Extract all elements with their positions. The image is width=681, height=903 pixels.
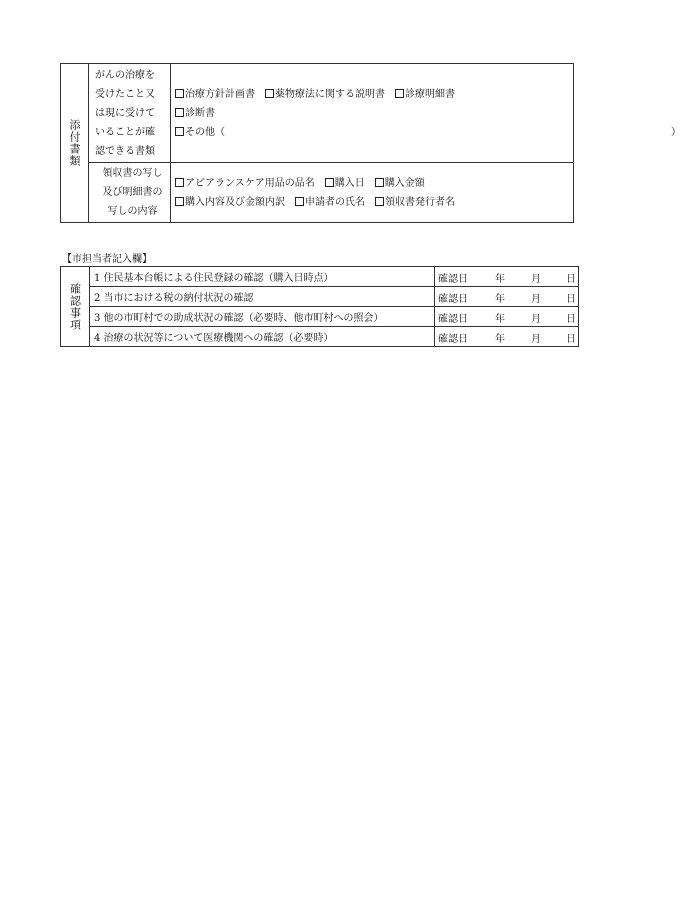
treatment-docs-options [171,64,681,163]
option-row [175,174,573,193]
month-label: 月 [531,274,541,285]
option-row [175,85,573,104]
day-label: 日 [566,334,576,345]
attachments-label: 添付書類 [68,119,81,167]
checkbox-option-other[interactable]: その他（ [175,127,225,138]
day-label: 日 [566,314,576,325]
year-label: 年 [495,274,505,285]
heading-line: は現に受けて [95,107,155,119]
heading-line: 写しの内容 [107,206,158,217]
attachments-label-cell [61,64,89,223]
checkbox-icon[interactable] [175,108,184,117]
option-row [175,104,573,123]
check-item: 4 治療の状況等について医療機関への確認（必要時） [90,327,435,347]
check-date-field[interactable] [435,307,579,327]
check-date-field[interactable] [435,327,579,347]
staff-check-table [60,266,579,347]
month-label: 月 [531,294,541,305]
treatment-docs-heading [89,64,171,163]
checkbox-icon[interactable] [175,127,184,136]
attachments-table [60,63,681,223]
month-label: 月 [531,334,541,345]
checkbox-option[interactable]: 薬物療法に関する説明書 [265,89,385,100]
staff-label: 確認事項 [68,282,82,331]
check-item: 1 住民基本台帳による住民登録の確認（購入日時点） [90,267,435,287]
checkbox-option[interactable]: 診療明細書 [395,89,455,100]
check-date-label: 確認日 [438,314,468,325]
check-date-label: 確認日 [438,334,468,345]
check-date-label: 確認日 [438,294,468,305]
check-date-field[interactable] [435,267,579,287]
checkbox-option[interactable]: 診断書 [175,108,215,119]
heading-line: がんの治療を [95,69,155,81]
checkbox-icon[interactable] [295,197,304,206]
heading-line: 受けたこと又 [95,88,155,100]
heading-line: 認できる書類 [95,145,155,157]
check-date-field[interactable] [435,287,579,307]
checkbox-option[interactable]: 購入内容及び金額内訳 [175,197,285,208]
option-row [175,193,573,212]
checkbox-option[interactable]: 申請者の氏名 [295,197,365,208]
heading-line: 領収書の写し [102,168,163,179]
checkbox-icon[interactable] [375,178,384,187]
checkbox-icon[interactable] [395,89,404,98]
check-item: 3 他の市町村での助成状況の確認（必要時、他市町村への照会） [90,307,435,327]
receipt-docs-options [171,163,574,223]
staff-section-title: 【市担当者記入欄】 [62,254,152,265]
checkbox-option[interactable]: 購入日 [325,178,365,189]
checkbox-option[interactable]: 治療方針計画書 [175,89,255,100]
checkbox-icon[interactable] [265,89,274,98]
heading-line: いることが確 [95,126,155,138]
checkbox-icon[interactable] [175,89,184,98]
staff-label-cell [61,267,90,347]
year-label: 年 [495,334,505,345]
heading-line: 及び明細書の [102,187,163,198]
checkbox-option[interactable]: 領収書発行者名 [375,197,455,208]
year-label: 年 [495,314,505,325]
day-label: 日 [566,274,576,285]
checkbox-icon[interactable] [325,178,334,187]
receipt-docs-heading [89,163,171,223]
day-label: 日 [566,294,576,305]
checkbox-icon[interactable] [175,197,184,206]
month-label: 月 [531,314,541,325]
checkbox-option[interactable]: アピアランスケア用品の品名 [175,178,315,189]
year-label: 年 [495,294,505,305]
checkbox-option[interactable]: 購入金額 [375,178,425,189]
check-item: 2 当市における税の納付状況の確認 [90,287,435,307]
checkbox-icon[interactable] [375,197,384,206]
checkbox-icon[interactable] [175,178,184,187]
other-close-paren: ） [671,126,681,138]
check-date-label: 確認日 [438,274,468,285]
option-row-other [175,123,681,142]
